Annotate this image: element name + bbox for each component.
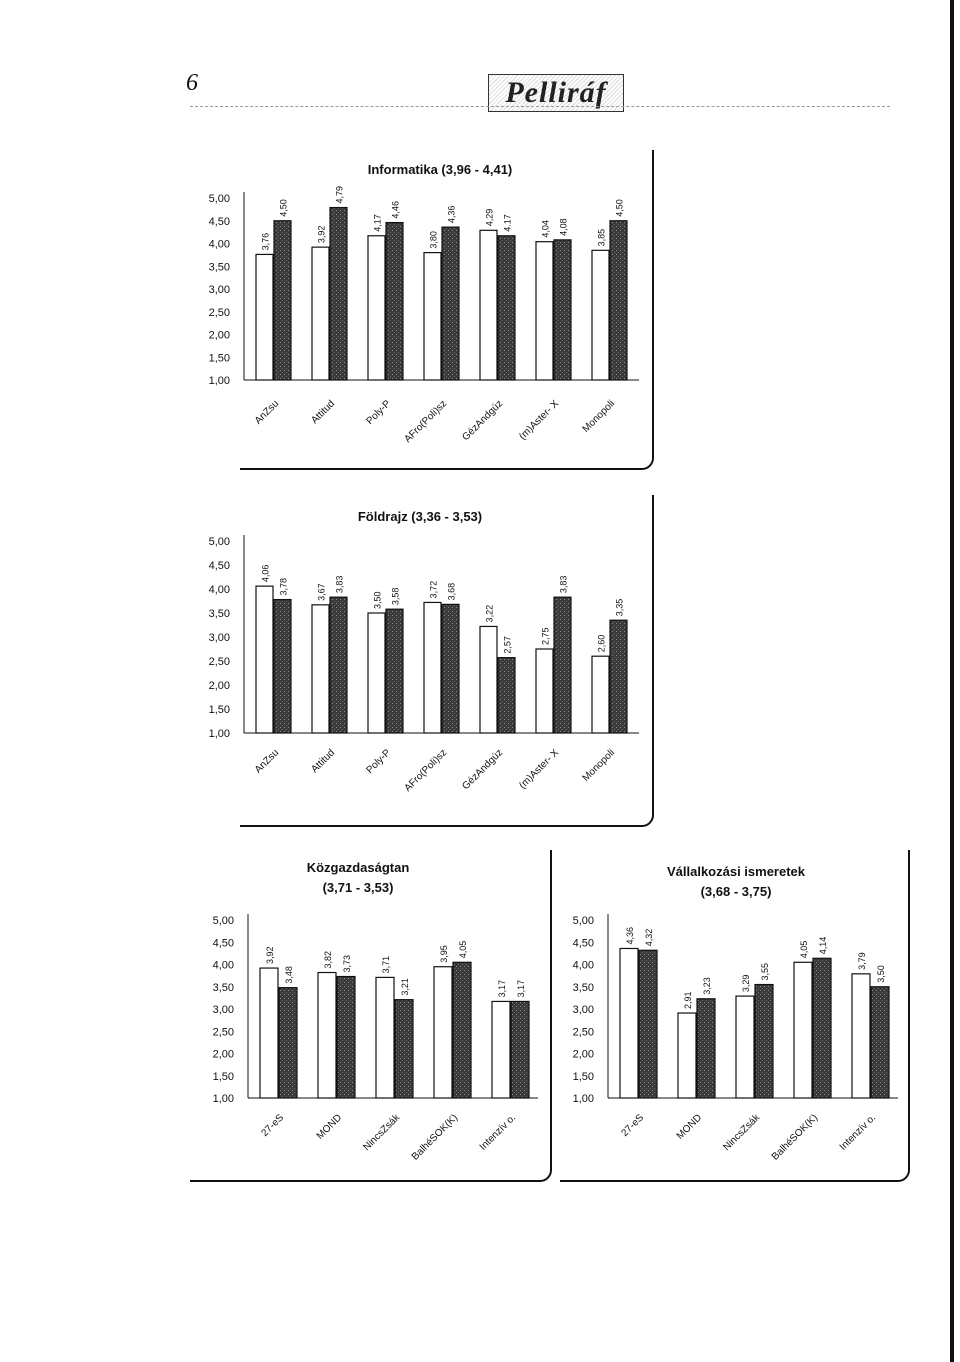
bar-value-label: 3,17 <box>516 979 526 998</box>
chart-vallalkozasi <box>540 850 920 1180</box>
y-tick-label: 4,50 <box>208 215 230 228</box>
bar-series-a <box>492 1001 510 1098</box>
bar-series-a <box>434 967 452 1098</box>
x-category-label: NincsZsák <box>361 1112 403 1154</box>
bar-series-a <box>536 649 553 733</box>
bar-value-label: 3,21 <box>400 978 410 996</box>
bar-value-label: 3,68 <box>446 582 457 601</box>
y-tick-label: 3,50 <box>208 608 230 620</box>
y-tick-label: 4,00 <box>572 959 594 972</box>
y-tick-label: 3,50 <box>212 981 234 994</box>
bar-series-b <box>442 227 459 380</box>
y-tick-label: 2,50 <box>208 306 230 319</box>
bar-value-label: 3,73 <box>342 954 352 973</box>
bar-series-a <box>852 974 870 1098</box>
bar-value-label: 4,04 <box>540 220 551 238</box>
bar-value-label: 3,80 <box>428 231 439 249</box>
bar-series-b <box>813 958 831 1098</box>
bar-value-label: 4,06 <box>260 564 271 583</box>
page-edge <box>950 0 954 1362</box>
y-tick-label: 5,00 <box>208 193 230 205</box>
y-tick-label: 2,50 <box>572 1026 594 1039</box>
y-tick-label: 4,00 <box>208 238 230 251</box>
x-category-label: (m)Aster- X <box>517 398 562 443</box>
y-tick-label: 2,00 <box>208 329 230 342</box>
bar-value-label: 2,60 <box>596 634 607 653</box>
x-category-label: GézAndgúz <box>460 747 506 793</box>
y-tick-label: 1,00 <box>208 375 230 387</box>
bar-series-a <box>592 250 609 380</box>
bar-value-label: 4,50 <box>614 199 625 217</box>
bar-series-b <box>386 223 403 380</box>
bar-series-a <box>256 586 273 733</box>
bar-series-b <box>755 985 773 1098</box>
bar-value-label: 3,35 <box>614 598 625 617</box>
bar-value-label: 4,08 <box>558 218 569 236</box>
y-tick-label: 3,50 <box>208 261 230 274</box>
x-category-label: GézAndgúz <box>460 398 506 444</box>
bar-value-label: 4,05 <box>799 940 809 959</box>
bar-value-label: 3,92 <box>316 225 327 244</box>
chart-subtitle: (3,68 - 3,75) <box>700 884 772 899</box>
bar-value-label: 4,36 <box>446 205 457 224</box>
y-tick-label: 4,00 <box>212 959 234 972</box>
y-tick-label: 2,00 <box>572 1048 594 1061</box>
bar-series-a <box>678 1013 696 1098</box>
bar-value-label: 3,83 <box>558 575 569 594</box>
chart-title: Vállalkozási ismeretek <box>666 864 806 879</box>
y-tick-label: 2,00 <box>212 1048 234 1061</box>
y-tick-label: 3,50 <box>572 981 594 994</box>
bar-value-label: 3,17 <box>497 979 507 998</box>
bar-series-b <box>330 597 347 733</box>
x-category-label: AFro(Poli)sz <box>402 398 450 446</box>
brand-logo-text: Pelliráf <box>488 74 624 112</box>
x-category-label: AnZsu <box>252 747 282 776</box>
y-tick-label: 4,50 <box>212 937 234 950</box>
y-tick-label: 1,50 <box>208 704 230 716</box>
x-category-label: AFro(Poli)sz <box>402 747 450 795</box>
bar-series-b <box>554 240 571 380</box>
bar-series-b <box>279 988 297 1098</box>
bar-series-b <box>337 977 355 1098</box>
bar-series-a <box>312 605 329 733</box>
y-tick-label: 3,00 <box>212 1004 234 1016</box>
bar-series-a <box>256 254 273 380</box>
x-category-label: Intenzív o. <box>837 1112 879 1153</box>
bar-series-b <box>274 221 291 380</box>
bar-series-a <box>480 230 497 380</box>
bar-value-label: 4,36 <box>625 926 635 945</box>
bar-value-label: 4,79 <box>334 186 345 204</box>
chart-subtitle: (3,71 - 3,53) <box>322 880 394 895</box>
bar-value-label: 3,92 <box>265 946 275 965</box>
y-tick-label: 1,50 <box>572 1070 594 1083</box>
bar-series-a <box>312 247 329 380</box>
bar-series-b <box>442 604 459 733</box>
y-tick-label: 2,50 <box>212 1026 234 1039</box>
chart-informatika-svg <box>0 150 660 470</box>
chart-title: Földrajz (3,36 - 3,53) <box>357 509 483 524</box>
bar-series-a <box>368 613 385 733</box>
y-tick-label: 4,50 <box>208 560 230 572</box>
bar-value-label: 3,78 <box>278 578 289 596</box>
x-category-label: BalhéSOK(K) <box>769 1112 821 1163</box>
bar-series-b <box>610 620 627 733</box>
x-category-label: BalhéSOK(K) <box>409 1112 461 1163</box>
y-tick-label: 1,00 <box>572 1093 594 1105</box>
bar-value-label: 3,85 <box>596 228 607 247</box>
bar-value-label: 3,71 <box>381 955 391 974</box>
bar-series-b <box>386 609 403 733</box>
bar-value-label: 4,50 <box>278 199 289 217</box>
x-category-label: NincsZsák <box>721 1112 763 1154</box>
bar-value-label: 3,22 <box>484 604 495 623</box>
bar-value-label: 2,57 <box>502 636 513 654</box>
bar-value-label: 3,79 <box>857 952 867 970</box>
chart-kozgazdasagtan-svg <box>0 850 560 1180</box>
bar-value-label: 4,05 <box>458 940 468 959</box>
bar-series-b <box>330 208 347 380</box>
bar-value-label: 4,17 <box>372 214 383 232</box>
x-category-label: Intenzív o. <box>477 1112 519 1153</box>
bar-series-b <box>453 962 471 1098</box>
bar-value-label: 3,67 <box>316 583 327 601</box>
y-tick-label: 4,00 <box>208 584 230 596</box>
bar-series-a <box>424 253 441 380</box>
y-tick-label: 3,00 <box>208 632 230 644</box>
bar-value-label: 3,29 <box>741 974 751 993</box>
bar-series-b <box>554 597 571 733</box>
bar-series-a <box>368 236 385 380</box>
y-tick-label: 2,00 <box>208 680 230 692</box>
bar-series-b <box>511 1001 529 1098</box>
bar-series-a <box>318 973 336 1098</box>
bar-series-a <box>620 948 638 1098</box>
y-tick-label: 5,00 <box>572 915 594 927</box>
x-category-label: Monopoli <box>580 747 618 784</box>
chart-foldrajz <box>0 495 660 825</box>
bar-value-label: 3,23 <box>702 977 712 995</box>
x-category-label: 27-eS <box>259 1112 287 1139</box>
y-tick-label: 1,50 <box>212 1070 234 1083</box>
header-rule <box>190 106 890 107</box>
y-tick-label: 1,50 <box>208 352 230 365</box>
bar-series-a <box>376 977 394 1098</box>
bar-series-b <box>871 987 889 1098</box>
bar-series-b <box>498 236 515 380</box>
bar-series-b <box>395 1000 413 1098</box>
y-tick-label: 5,00 <box>208 536 230 548</box>
y-tick-label: 2,50 <box>208 656 230 668</box>
bar-series-a <box>424 602 441 733</box>
x-category-label: Monopoli <box>580 398 618 435</box>
x-category-label: Attitud <box>309 747 338 776</box>
bar-value-label: 3,50 <box>876 965 886 983</box>
bar-value-label: 2,91 <box>683 991 693 1010</box>
bar-series-b <box>274 600 291 733</box>
chart-vallalkozasi-svg <box>540 850 920 1180</box>
bar-value-label: 2,75 <box>540 627 551 645</box>
bar-series-b <box>697 999 715 1098</box>
x-category-label: 27-eS <box>619 1112 647 1139</box>
y-tick-label: 4,50 <box>572 937 594 950</box>
chart-informatika <box>0 150 660 470</box>
bar-series-a <box>592 656 609 733</box>
bar-series-b <box>498 658 515 733</box>
bar-value-label: 3,48 <box>284 966 294 984</box>
y-tick-label: 1,00 <box>208 728 230 740</box>
bar-value-label: 4,32 <box>644 928 654 947</box>
bar-value-label: 3,50 <box>372 591 383 609</box>
bar-value-label: 4,46 <box>390 201 401 219</box>
bar-series-b <box>639 950 657 1098</box>
bar-value-label: 3,83 <box>334 575 345 594</box>
chart-title: Informatika (3,96 - 4,41) <box>367 162 513 177</box>
bar-series-a <box>536 242 553 380</box>
bar-value-label: 3,72 <box>428 580 439 599</box>
x-category-label: Poly-P <box>364 398 394 427</box>
x-category-label: (m)Aster- X <box>517 747 562 792</box>
x-category-label: Poly-P <box>364 747 394 776</box>
x-category-label: Attitud <box>309 398 338 427</box>
y-tick-label: 3,00 <box>208 284 230 296</box>
bar-value-label: 3,76 <box>260 232 271 251</box>
chart-title: Közgazdaságtan <box>306 860 410 875</box>
bar-series-b <box>610 221 627 380</box>
chart-foldrajz-svg <box>0 495 660 825</box>
y-tick-label: 3,00 <box>572 1004 594 1016</box>
bar-value-label: 4,29 <box>484 208 495 227</box>
bar-series-a <box>794 962 812 1098</box>
page-number: 6 <box>186 70 198 96</box>
bar-series-a <box>260 968 278 1098</box>
bar-value-label: 3,58 <box>390 587 401 606</box>
bar-value-label: 4,14 <box>818 936 828 955</box>
bar-value-label: 3,95 <box>439 945 449 963</box>
y-tick-label: 5,00 <box>212 915 234 927</box>
bar-series-a <box>480 626 497 733</box>
bar-value-label: 4.17 <box>502 214 513 232</box>
y-tick-label: 1,00 <box>212 1093 234 1105</box>
bar-value-label: 3,55 <box>760 962 770 981</box>
x-category-label: MOND <box>314 1112 345 1142</box>
x-category-label: MOND <box>674 1112 705 1142</box>
chart-kozgazdasagtan <box>0 850 560 1180</box>
bar-series-a <box>736 996 754 1098</box>
x-category-label: AnZsu <box>252 398 282 427</box>
bar-value-label: 3,82 <box>323 950 333 969</box>
